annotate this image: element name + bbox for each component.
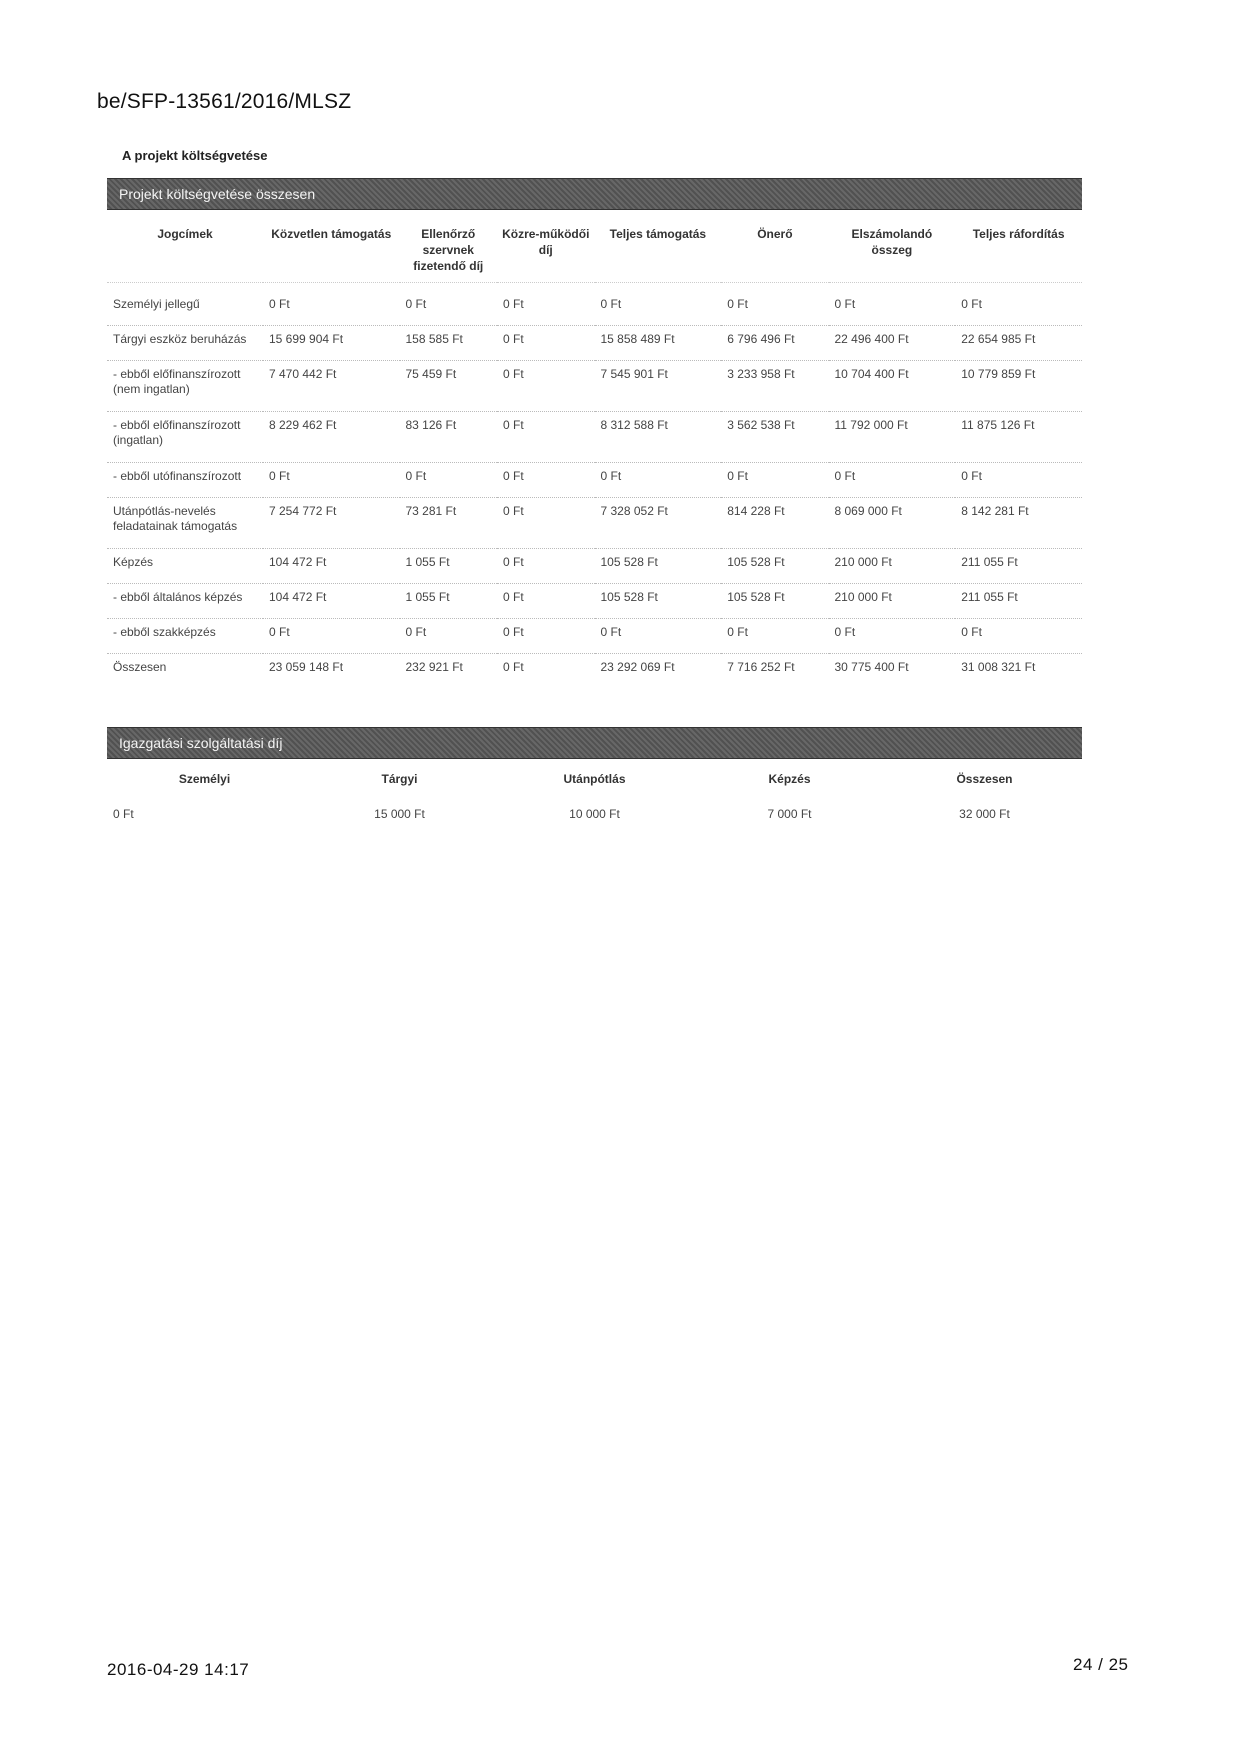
header-cell: Jogcímek <box>157 227 213 241</box>
header-cell: Közre-működői díj <box>502 227 590 257</box>
table-cell: 0 Ft <box>497 584 595 619</box>
table-cell: 210 000 Ft <box>829 584 956 619</box>
table-cell: 10 000 Ft <box>569 807 620 821</box>
row-label: - ebből szakképzés <box>107 619 263 654</box>
table-cell: 0 Ft <box>721 463 828 498</box>
table-row-total <box>107 654 1082 689</box>
footer-datetime: 2016-04-29 14:17 <box>107 1660 250 1679</box>
table-cell: 0 Ft <box>263 619 400 654</box>
table-cell: 0 Ft <box>497 326 595 361</box>
table-cell: 30 775 400 Ft <box>829 654 956 689</box>
header-cell: Önerő <box>757 227 793 241</box>
fee-table <box>107 759 1082 841</box>
table-cell: 814 228 Ft <box>721 498 828 549</box>
table-cell: 0 Ft <box>497 463 595 498</box>
table-cell: 211 055 Ft <box>955 549 1082 584</box>
table-cell: 11 792 000 Ft <box>829 412 956 463</box>
document-id: be/SFP-13561/2016/MLSZ <box>97 90 352 113</box>
table-cell: 232 921 Ft <box>400 654 498 689</box>
table-cell: 0 Ft <box>400 463 498 498</box>
table-cell: 22 496 400 Ft <box>829 326 956 361</box>
table-cell: 0 Ft <box>400 283 498 326</box>
table-cell: 0 Ft <box>829 283 956 326</box>
table-row <box>107 498 1082 549</box>
table-cell: 11 875 126 Ft <box>955 412 1082 463</box>
table-cell: 0 Ft <box>955 463 1082 498</box>
row-label: Személyi jellegű <box>107 283 263 326</box>
header-cell: Közvetlen támogatás <box>271 227 392 241</box>
row-label: Összesen <box>107 654 263 689</box>
table-cell: 7 470 442 Ft <box>263 361 400 412</box>
table-cell: 104 472 Ft <box>263 549 400 584</box>
table-cell: 8 229 462 Ft <box>263 412 400 463</box>
table-cell: 0 Ft <box>829 619 956 654</box>
table-cell: 22 654 985 Ft <box>955 326 1082 361</box>
table-cell: 0 Ft <box>595 619 722 654</box>
header-cell: Képzés <box>768 772 811 786</box>
table-cell: 0 Ft <box>263 283 400 326</box>
header-cell: Összesen <box>956 772 1013 786</box>
table-cell: 73 281 Ft <box>400 498 498 549</box>
table-cell: 6 796 496 Ft <box>721 326 828 361</box>
row-label: - ebből előfinanszírozott (nem ingatlan) <box>107 361 263 412</box>
table-cell: 75 459 Ft <box>400 361 498 412</box>
table-cell: 0 Ft <box>595 283 722 326</box>
table-cell: 23 292 069 Ft <box>595 654 722 689</box>
row-label: Tárgyi eszköz beruházás <box>107 326 263 361</box>
table-row <box>107 326 1082 361</box>
table-row <box>107 549 1082 584</box>
table-cell: 0 Ft <box>955 283 1082 326</box>
header-cell: Teljes ráfordítás <box>972 227 1065 241</box>
table-cell: 7 716 252 Ft <box>721 654 828 689</box>
table-cell: 7 000 Ft <box>767 807 812 821</box>
table-cell: 0 Ft <box>829 463 956 498</box>
table-cell: 7 328 052 Ft <box>595 498 722 549</box>
fee-values-row <box>107 795 1082 841</box>
table-cell: 31 008 321 Ft <box>955 654 1082 689</box>
table-cell: 23 059 148 Ft <box>263 654 400 689</box>
header-cell: Ellenőrző szervnek fizetendő díj <box>413 227 484 273</box>
table-cell: 8 312 588 Ft <box>595 412 722 463</box>
table-cell: 1 055 Ft <box>400 549 498 584</box>
table-cell: 105 528 Ft <box>595 584 722 619</box>
table-row <box>107 361 1082 412</box>
table-cell: 104 472 Ft <box>263 584 400 619</box>
table-row <box>107 412 1082 463</box>
table-cell: 10 779 859 Ft <box>955 361 1082 412</box>
header-cell: Elszámolandó összeg <box>851 227 933 257</box>
budget-bar: Projekt költségvetése összesen <box>107 178 1082 210</box>
table-row <box>107 463 1082 498</box>
row-label: - ebből utófinanszírozott <box>107 463 263 498</box>
table-cell: 8 142 281 Ft <box>955 498 1082 549</box>
fee-table-section <box>107 727 1082 841</box>
row-label: Képzés <box>107 549 263 584</box>
table-cell: 0 Ft <box>497 619 595 654</box>
table-cell: 83 126 Ft <box>400 412 498 463</box>
table-cell: 0 Ft <box>497 549 595 584</box>
table-cell: 210 000 Ft <box>829 549 956 584</box>
table-cell: 105 528 Ft <box>721 584 828 619</box>
table-cell: 0 Ft <box>955 619 1082 654</box>
table-cell: 1 055 Ft <box>400 584 498 619</box>
table-cell: 158 585 Ft <box>400 326 498 361</box>
header-cell: Teljes támogatás <box>609 227 707 241</box>
table-cell: 7 545 901 Ft <box>595 361 722 412</box>
table-cell: 0 Ft <box>497 283 595 326</box>
table-cell: 0 Ft <box>400 619 498 654</box>
table-cell: 0 Ft <box>721 283 828 326</box>
table-cell: 32 000 Ft <box>959 807 1010 821</box>
table-cell: 105 528 Ft <box>721 549 828 584</box>
table-cell: 0 Ft <box>595 463 722 498</box>
table-row <box>107 619 1082 654</box>
fee-header-row <box>107 759 1082 795</box>
header-cell: Tárgyi <box>381 772 418 786</box>
table-cell: 0 Ft <box>497 361 595 412</box>
row-label: - ebből általános képzés <box>107 584 263 619</box>
table-cell: 0 Ft <box>263 463 400 498</box>
table-cell: 7 254 772 Ft <box>263 498 400 549</box>
table-cell: 15 699 904 Ft <box>263 326 400 361</box>
row-label: Utánpótlás-nevelés feladatainak támogatás <box>107 498 263 549</box>
budget-header-row <box>107 210 1082 283</box>
fee-bar: Igazgatási szolgáltatási díj <box>107 727 1082 759</box>
header-cell: Utánpótlás <box>563 772 626 786</box>
table-cell: 105 528 Ft <box>595 549 722 584</box>
budget-table <box>107 210 1082 688</box>
table-cell: 3 233 958 Ft <box>721 361 828 412</box>
table-cell: 8 069 000 Ft <box>829 498 956 549</box>
table-cell: 0 Ft <box>721 619 828 654</box>
table-cell: 0 Ft <box>497 412 595 463</box>
row-label: - ebből előfinanszírozott (ingatlan) <box>107 412 263 463</box>
table-cell: 0 Ft <box>113 807 134 821</box>
header-cell: Személyi <box>178 772 231 786</box>
table-cell: 15 858 489 Ft <box>595 326 722 361</box>
page-number: 24 / 25 <box>1073 1655 1129 1674</box>
section-title: A projekt költségvetése <box>122 148 268 163</box>
table-cell: 3 562 538 Ft <box>721 412 828 463</box>
table-row <box>107 584 1082 619</box>
table-row <box>107 283 1082 326</box>
table-cell: 15 000 Ft <box>374 807 425 821</box>
table-cell: 211 055 Ft <box>955 584 1082 619</box>
table-cell: 0 Ft <box>497 498 595 549</box>
table-cell: 10 704 400 Ft <box>829 361 956 412</box>
table-cell: 0 Ft <box>497 654 595 689</box>
budget-table-section <box>107 178 1082 688</box>
